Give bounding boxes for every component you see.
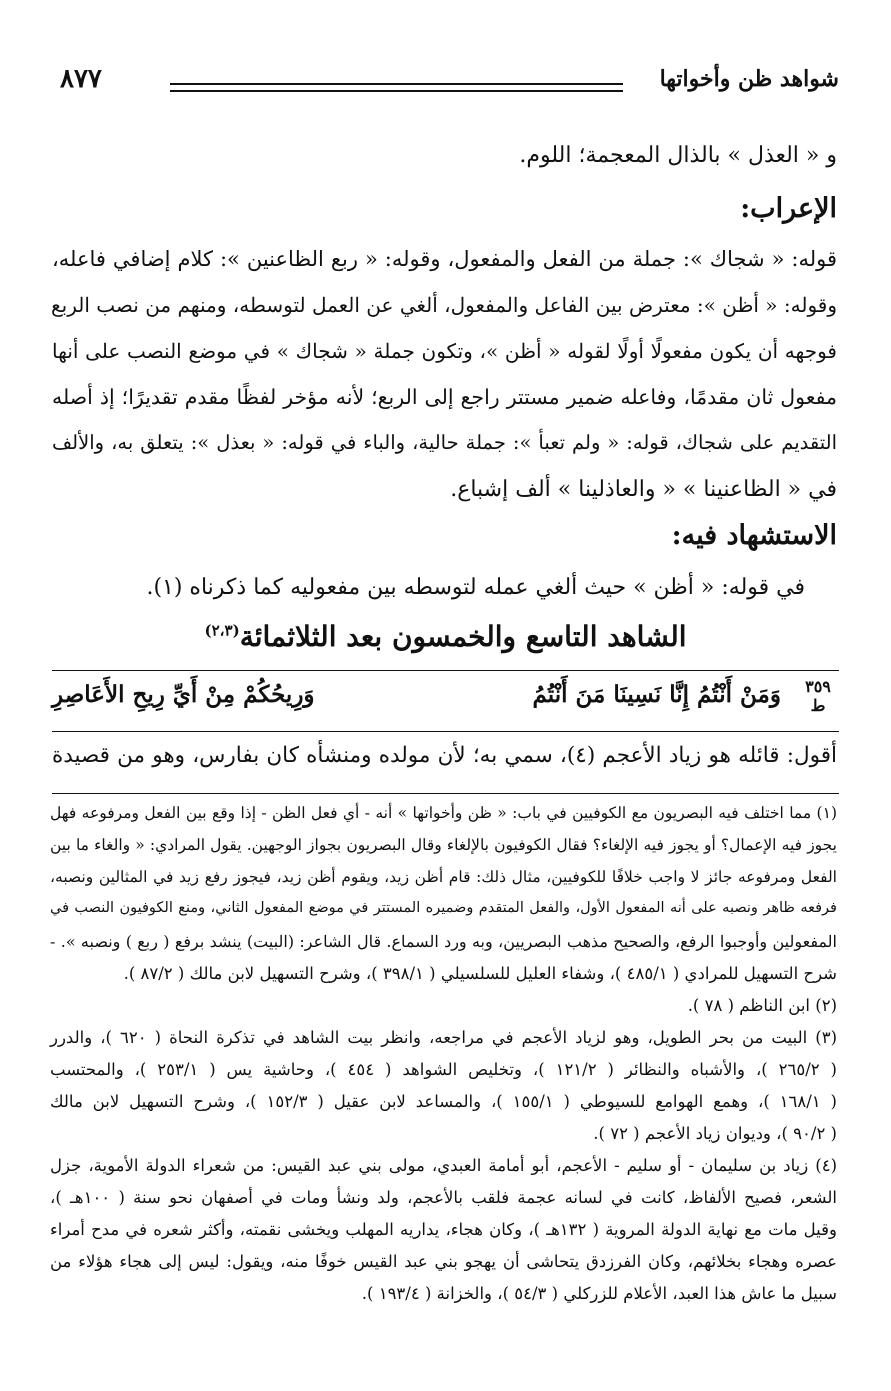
footnote-line: سبيل ما عاش هذا العبد، الأعلام للزركلي ( ٥٤/٣ )، والخزانة ( ١٩٣/٤ ). — [361, 1284, 837, 1303]
irab-line-1: قوله: « شجاك »: جملة من الفعل والمفعول، وقوله: « ربع الظاعنين »: كلام إضافي فاعله، — [52, 247, 837, 271]
irab-line-5: التقديم على شجاك، قوله: « ولم تعبأ »: جملة حالية، والباء في قوله: « بعذل »: يتعلق به، والألف — [52, 431, 837, 454]
shahid-heading — [0, 620, 891, 653]
footnote-line: (٣) البيت من بحر الطويل، وهو لزياد الأعجم في مراجعه، وانظر بيت الشاهد في تذكرة النحاة ( ٦٢٠ )، والدرر — [50, 1028, 837, 1047]
header-double-rule — [170, 83, 623, 92]
footnote-line: (٢) ابن الناظم ( ٧٨ ). — [687, 996, 837, 1015]
irab-line-6: في « الظاعنينا » « والعاذلينا » ألف إشباع. — [450, 477, 837, 502]
footnote-line: فرفعه ظاهر ونصبه على أنه المفعول الأول، والفعل المتقدم وضميره المستتر في موضع المفعول الثاني، ومنع الكوفيون النصب في — [50, 900, 837, 916]
verse-meter: ط — [810, 696, 826, 716]
paragraph-line: و « العذل » بالذال المعجمة؛ اللوم. — [519, 143, 837, 168]
footnote-line: الشعر، فصيح الألفاظ، كانت في لسانه عجمة فلقب بالأعجم، ولد ونشأ ومات في أصفهان نحو سنة ( ١٠٠هـ )، — [50, 1188, 837, 1207]
footnote-line: شرح التسهيل للمرادي ( ٤٨٥/١ )، وشفاء العليل للسلسيلي ( ٣٩٨/١ )، وشرح التسهيل لابن مالك ( ٨٧/٢ ). — [123, 964, 837, 983]
footnote-line: ( ١٦٨/١ )، وهمع الهوامع للسيوطي ( ١٥٥/١ )، والمساعد لابن عقيل ( ١٥٢/٣ )، وشرح التسهيل لابن مالك — [50, 1092, 837, 1111]
shahid-footnote-refs: (٢،٣) — [204, 621, 240, 640]
shahid-title-text: الشاهد التاسع والخمسون بعد الثلاثمائة — [239, 620, 687, 653]
irab-line-3: فوجهه أن يكون مفعولًا أولًا لقوله « أظن »، وتكون جملة « شجاك » في موضع النصب على أنها — [52, 339, 837, 363]
footnote-line: (٤) زياد بن سليمان - أو سليم - الأعجم، أبو أمامة العبدي، مولى بني عبد القيس: من شعراء الدولة الأموية، جزل — [50, 1156, 837, 1175]
footnote-separator — [52, 793, 839, 794]
footnote-line: وقيل مات مع نهاية الدولة المروية ( ١٣٢هـ )، وكان هجاء، يداريه المهلب ويخشى نقمته، وأكثر شعره في مدح أمراء — [50, 1220, 837, 1239]
footnote-line: (١) مما اختلف فيه البصريون مع الكوفيين في باب: « ظن وأخواتها » أنه - أي فعل الظن - إذا وقع بين الفعل ومرفوعه فهل — [50, 804, 837, 822]
verse-second-hemistich: وَرِيحُكُمْ مِنْ أَيِّ رِيحِ الأَعَاصِرِ — [52, 681, 315, 708]
footnote-line: ( ٩٠/٢ )، وديوان زياد الأعجم ( ٧٢ ). — [593, 1124, 837, 1143]
verse-box — [52, 670, 839, 732]
section-heading-istishhad: الاستشهاد فيه: — [671, 520, 837, 551]
irab-line-2: وقوله: « أظن »: معترض بين الفاعل والمفعول، ألغي عن العمل لتوسطه، ومنهم من نصب الربع — [51, 293, 837, 317]
chapter-title: شواهد ظن وأخواتها — [659, 66, 839, 92]
page-number: ٨٧٧ — [60, 64, 102, 94]
section-heading-irab: الإعراب: — [740, 193, 837, 224]
footnote-line: عصره وهجاء بخلائهم، وكان الفرزدق يتحاشى أن يهجو بني عبد القيس خوفًا منه، ويقول: ليس إلى هجاء هؤلاء من — [50, 1252, 837, 1271]
footnote-line: الفعل ومرفوعه جائز لا واجب خلافًا للكوفيين، مثال ذلك: قام أظن زيد، ويقوم أظن زيد، فيجوز رفع زيد في المثالين ونصبه، — [50, 868, 837, 886]
shahid-intro-line: أقول: قائله هو زياد الأعجم (٤)، سمي به؛ لأن مولده ومنشأه كان بفارس، وهو من قصيدة — [52, 743, 837, 768]
footnote-line: يجوز فيه الإعمال؟ أو يجوز فيه الإلغاء؟ فقال الكوفيون بالإلغاء وقال البصريون بجواز الوجهين. يقول المرادي: « والغاء ما بين — [50, 836, 837, 854]
istishhad-line: في قوله: « أظن » حيث ألغي عمله لتوسطه بين مفعوليه كما ذكرناه (١). — [146, 575, 805, 600]
verse-first-hemistich: وَمَنْ أَنْتُمُ إِنَّا نَسِينَا مَنَ أَنْتُمُ — [532, 681, 781, 708]
verse-number: ٣٥٩ — [805, 677, 831, 696]
footnote-line: المفعولين وأوجبوا الرفع، والصحيح مذهب البصريين، وبه ورد السماع. قال الشاعر: (البيت) ينشد برفع ( ربع ) ونصبه ». - — [50, 932, 837, 951]
verse-number-block — [797, 677, 839, 715]
irab-line-4: مفعول ثان مقدمًا، وفاعله ضمير مستتر راجع إلى الربع؛ لأنه مؤخر لفظًا مقدم تقديرًا؛ إذ أصله — [52, 385, 837, 409]
running-header — [60, 66, 839, 106]
footnote-line: ( ٢٦٥/٢ )، والأشباه والنظائر ( ١٢١/٢ )، وتخليص الشواهد ( ٤٥٤ )، وحاشية يس ( ٢٥٣/١ )، والمحتسب — [50, 1060, 837, 1079]
